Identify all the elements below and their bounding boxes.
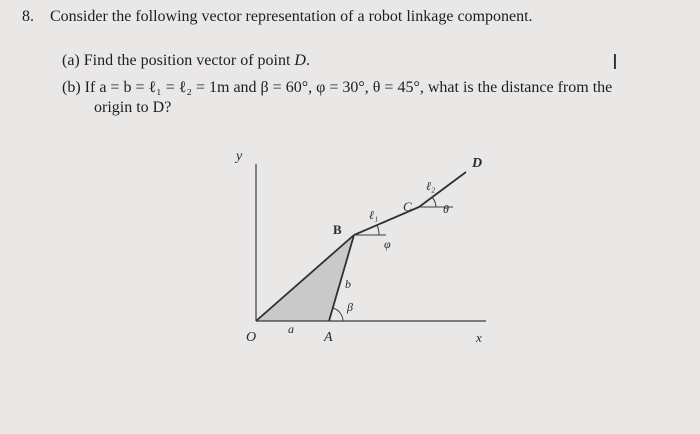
question-number: 8. [22, 8, 34, 25]
label-l2: ℓ₂ [426, 179, 436, 193]
label-origin: O [246, 330, 257, 345]
angle-arc-beta [333, 308, 343, 321]
label-y: y [236, 149, 243, 164]
label-l1: ℓ₁ [369, 208, 379, 222]
angle-arc-theta [432, 197, 436, 207]
label-B: B [333, 222, 342, 237]
label-phi: φ [384, 237, 391, 251]
label-C: C [403, 199, 412, 214]
label-D: D [472, 156, 483, 171]
part-a-text: Find the position vector of point [83, 52, 291, 69]
part-a-label: (a) [62, 52, 80, 69]
label-a: a [288, 322, 294, 336]
angle-arc-phi [377, 225, 379, 235]
part-b-line1: If a = b = ℓ₁ = ℓ₂ = 1m and β = 60°, φ = 30°, θ = 45°, what is the distance from the [84, 79, 613, 96]
part-b-label: (b) [62, 79, 81, 96]
label-beta: β [347, 300, 353, 314]
text-cursor-icon: I [612, 50, 618, 74]
part-b-line2: origin to D? [94, 99, 172, 116]
label-b: b [345, 277, 351, 291]
label-theta: θ [443, 202, 449, 216]
part-a-point: D [294, 52, 306, 69]
question-text: Consider the following vector representation of a robot linkage component. [50, 8, 533, 25]
part-a-period: . [305, 52, 310, 69]
label-A: A [324, 330, 333, 345]
label-x: x [476, 330, 482, 345]
